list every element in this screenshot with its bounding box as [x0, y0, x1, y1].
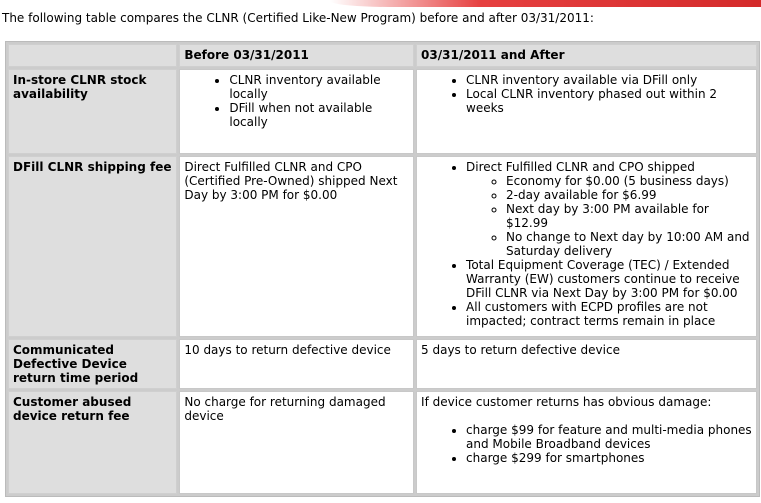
row-label-return-period: Communicated Defective Device return time period: [8, 339, 177, 389]
cell-after-shipping: [416, 156, 757, 337]
list-item: ◦ Economy for $0.00 (5 business days): [506, 174, 752, 188]
before-return-text: 10 days to return defective device: [184, 343, 391, 357]
table-row-return-period: [8, 339, 757, 389]
row-label-abuse-fee: Customer abused device return fee: [8, 391, 177, 494]
after-stock-list: [421, 73, 752, 115]
list-item: • Local CLNR inventory phased out within 2 weeks: [466, 87, 752, 115]
intro-text: The following table compares the CLNR (Certified Like-New Program) before and after 03/31/2011:: [2, 11, 594, 25]
after-abuse-intro: If device customer returns has obvious damage:: [421, 395, 712, 409]
after-abuse-list: [421, 423, 752, 465]
shipping-options-sublist: [466, 174, 752, 258]
header-corner-cell: [8, 44, 177, 67]
table-row-shipping-fee: [8, 156, 757, 337]
row-label-stock-availability: In-store CLNR stock availability: [8, 69, 177, 154]
after-return-text: 5 days to return defective device: [421, 343, 620, 357]
comparison-table: [5, 41, 760, 497]
list-item: ◦ 2-day available for $6.99: [506, 188, 752, 202]
table-row-stock-availability: [8, 69, 757, 154]
before-stock-list: [184, 73, 409, 129]
spacer: [421, 409, 752, 423]
list-item: • Total Equipment Coverage (TEC) / Extended Warranty (EW) customers continue to receive DFill CLNR via Next Day by 3:00 PM for $0.00: [466, 258, 752, 300]
before-abuse-text: No charge for returning damaged device: [184, 395, 386, 423]
cell-before-stock: [179, 69, 414, 154]
row-label-shipping-fee: DFill CLNR shipping fee: [8, 156, 177, 337]
list-item: ◦ Next day by 3:00 PM available for $12.99: [506, 202, 752, 230]
top-decorative-swoosh: [330, 0, 761, 7]
cell-after-stock: [416, 69, 757, 154]
header-after: 03/31/2011 and After: [416, 44, 757, 67]
table-header-row: [8, 44, 757, 67]
list-item: • DFill when not available locally: [229, 101, 409, 129]
list-item: • CLNR inventory available via DFill only: [466, 73, 752, 87]
list-item: [466, 160, 752, 258]
before-shipping-text: Direct Fulfilled CLNR and CPO (Certified Pre-Owned) shipped Next Day by 3:00 PM for $0.00: [184, 160, 398, 202]
cell-after-abuse: [416, 391, 757, 494]
list-item: • charge $299 for smartphones: [466, 451, 752, 465]
table-row-abuse-fee: [8, 391, 757, 494]
list-item: • charge $99 for feature and multi-media phones and Mobile Broadband devices: [466, 423, 752, 451]
list-item: ◦ No change to Next day by 10:00 AM and Saturday delivery: [506, 230, 752, 258]
shipping-main-text: Direct Fulfilled CLNR and CPO shipped: [466, 160, 695, 174]
list-item: • CLNR inventory available locally: [229, 73, 409, 101]
list-item: • All customers with ECPD profiles are not impacted; contract terms remain in place: [466, 300, 752, 328]
cell-before-shipping: [179, 156, 414, 337]
cell-after-return: [416, 339, 757, 389]
cell-before-abuse: [179, 391, 414, 494]
after-shipping-list: [421, 160, 752, 328]
cell-before-return: [179, 339, 414, 389]
header-before: Before 03/31/2011: [179, 44, 414, 67]
